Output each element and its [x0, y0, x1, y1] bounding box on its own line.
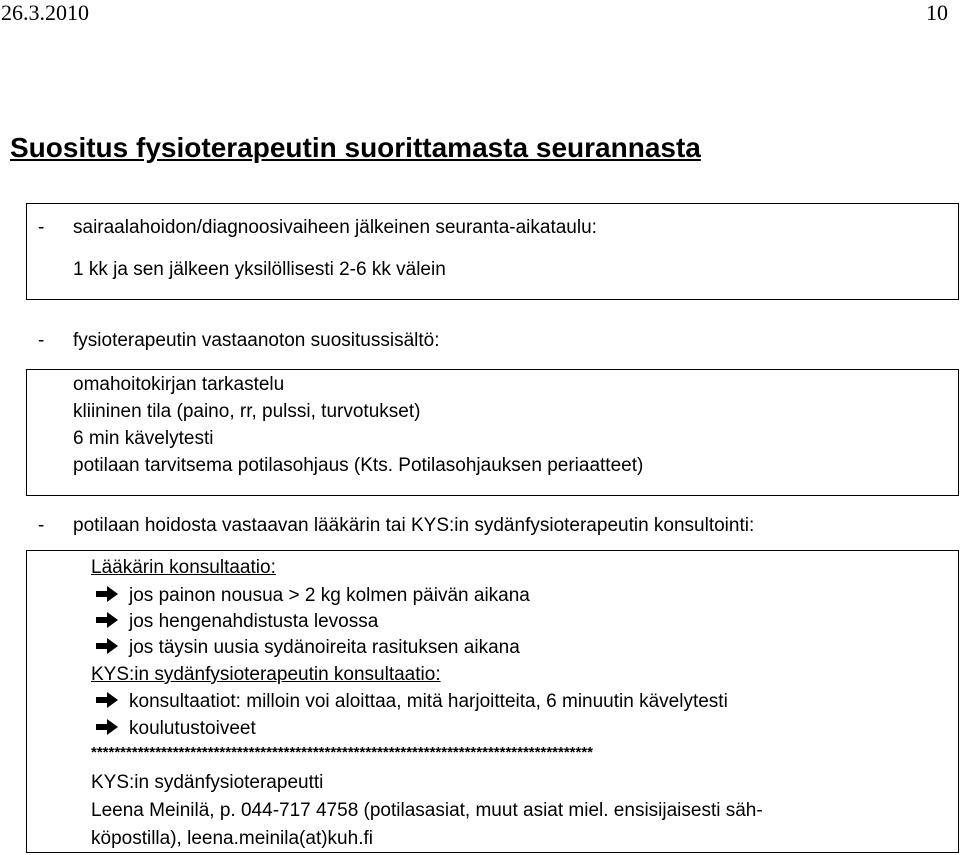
content-item: kliininen tila (paino, rr, pulssi, turvotukset)	[73, 401, 421, 422]
list-item	[95, 689, 728, 715]
page-number: 10	[926, 0, 948, 25]
contact-email-line: köpostilla), leena.meinila(at)kuh.fi	[91, 828, 373, 849]
kys-consultation-heading: KYS:in sydänfysioterapeutin konsultaatio:	[91, 664, 441, 685]
list-item	[95, 716, 256, 742]
section3-bullet: -	[38, 515, 45, 536]
header-date: 26.3.2010	[1, 0, 89, 25]
right-arrow-icon	[95, 586, 119, 602]
page-header	[0, 0, 960, 26]
list-item-text: koulutustoiveet	[129, 718, 256, 739]
section2-bullet: -	[38, 330, 45, 351]
contact-line: Leena Meinilä, p. 044-717 4758 (potilasasiat, muut asiat miel. ensisijaisesti säh-	[91, 800, 763, 821]
content-item: omahoitokirjan tarkastelu	[73, 374, 285, 395]
page-title: Suositus fysioterapeutin suorittamasta seurannasta	[10, 132, 701, 163]
separator: **************************************************************************************	[91, 744, 594, 761]
list-item	[95, 609, 378, 635]
right-arrow-icon	[95, 638, 119, 654]
section3-heading: potilaan hoidosta vastaavan lääkärin tai KYS:in sydänfysioterapeutin konsultointi:	[73, 515, 755, 536]
schedule-text: 1 kk ja sen jälkeen yksilöllisesti 2-6 kk välein	[73, 259, 446, 280]
content-item: 6 min kävelytesti	[73, 428, 214, 449]
content-item: potilaan tarvitsema potilasohjaus (Kts. Potilasohjauksen periaatteet)	[73, 455, 644, 476]
list-item-text: jos painon nousua > 2 kg kolmen päivän aikana	[129, 585, 530, 606]
list-item	[95, 635, 520, 661]
section1-heading: sairaalahoidon/diagnoosivaiheen jälkeinen seuranta-aikataulu:	[73, 217, 597, 238]
section1-bullet: -	[38, 217, 45, 238]
list-item-text: jos hengenahdistusta levossa	[129, 611, 379, 632]
right-arrow-icon	[95, 692, 119, 708]
list-item-text: konsultaatiot: milloin voi aloittaa, mitä harjoitteita, 6 minuutin kävelytesti	[129, 691, 728, 712]
doctor-consultation-heading: Lääkärin konsultaatio:	[91, 557, 276, 578]
schedule-box	[26, 203, 959, 300]
right-arrow-icon	[95, 612, 119, 628]
right-arrow-icon	[95, 719, 119, 735]
list-item-text: jos täysin uusia sydänoireita rasituksen aikana	[129, 637, 520, 658]
section2-heading: fysioterapeutin vastaanoton suositussisältö:	[73, 330, 440, 351]
list-item	[95, 583, 530, 609]
contact-title: KYS:in sydänfysioterapeutti	[91, 772, 324, 793]
